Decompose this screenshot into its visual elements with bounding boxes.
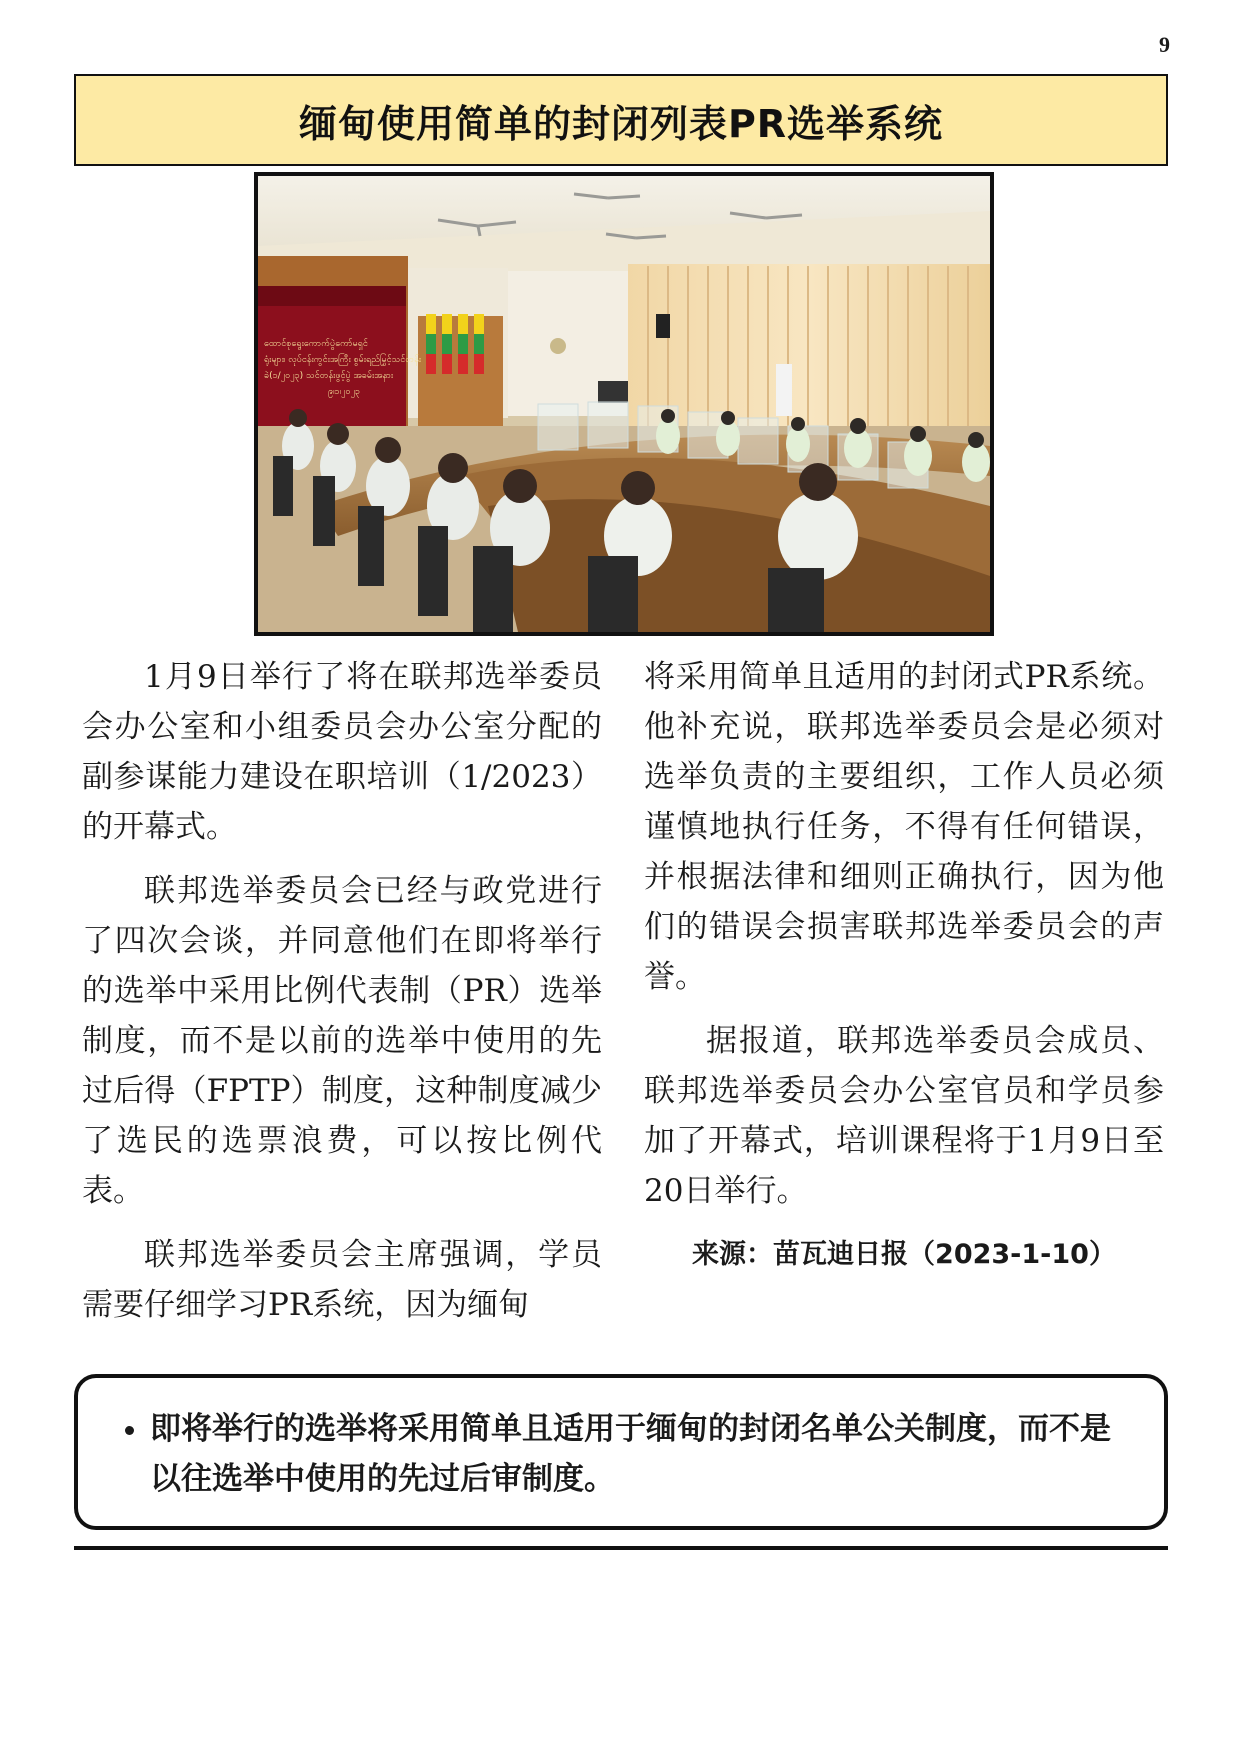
meeting-room-illustration (258, 176, 990, 632)
article-paragraph: 据报道，联邦选举委员会成员、联邦选举委员会办公室官员和学员参加了开幕式，培训课程将于1月9日至20日举行。 (644, 1023, 1164, 1209)
article-column-left (82, 652, 602, 1344)
banner-line-2: ရုံးများ၊ လုပ်ငန်းကွင်းအကြီး စွမ်းရည်မြှင့်သင်တန်း (264, 355, 422, 365)
article-paragraph: 联邦选举委员会已经与政党进行了四次会谈，并同意他们在即将举行的选举中采用比例代表制（PR）选举制度，而不是以前的选举中使用的先过后得（FPTP）制度，这种制度减少了选民的选票浪费，可以按比例代表。 (82, 873, 602, 1209)
bottom-rule (74, 1546, 1168, 1550)
summary-bullet: • 即将举行的选举将采用简单且适用于缅甸的封闭名单公关制度，而不是以往选举中使用的先过后审制度。 (150, 1404, 1140, 1504)
page-title: 缅甸使用简单的封闭列表PR选举系统 (298, 101, 944, 146)
banner-line-4: ၉၊၁၊၂၀၂၃ (328, 387, 360, 397)
article-source: 来源：苗瓦迪日报（2023-1-10） (692, 1239, 1116, 1270)
title-banner (74, 74, 1168, 166)
article-paragraph: 1月9日举行了将在联邦选举委员会办公室和小组委员会办公室分配的副参谋能力建设在职培训（1/2023）的开幕式。 (82, 659, 602, 845)
article-column-right (644, 652, 1164, 1280)
summary-box (74, 1374, 1168, 1530)
article-paragraph: 将采用简单且适用的封闭式PR系统。他补充说，联邦选举委员会是必须对选举负责的主要组织，工作人员必须谨慎地执行任务，不得有任何错误，并根据法律和细则正确执行，因为他们的错误会损害联邦选举委员会的声誉。 (644, 659, 1164, 995)
banner-line-1: ထောင်စုရွေးကောက်ပွဲကော်မရှင် (264, 339, 368, 349)
article-paragraph: 联邦选举委员会主席强调，学员需要仔细学习PR系统，因为缅甸 (82, 1237, 602, 1323)
page-number: 9 (1159, 32, 1170, 57)
banner-line-3: ခဲ(၁/၂၀၂၃) သင်တန်းဖွင့်ပွဲ အခမ်းအနား (264, 371, 394, 381)
meeting-photo (254, 172, 994, 636)
